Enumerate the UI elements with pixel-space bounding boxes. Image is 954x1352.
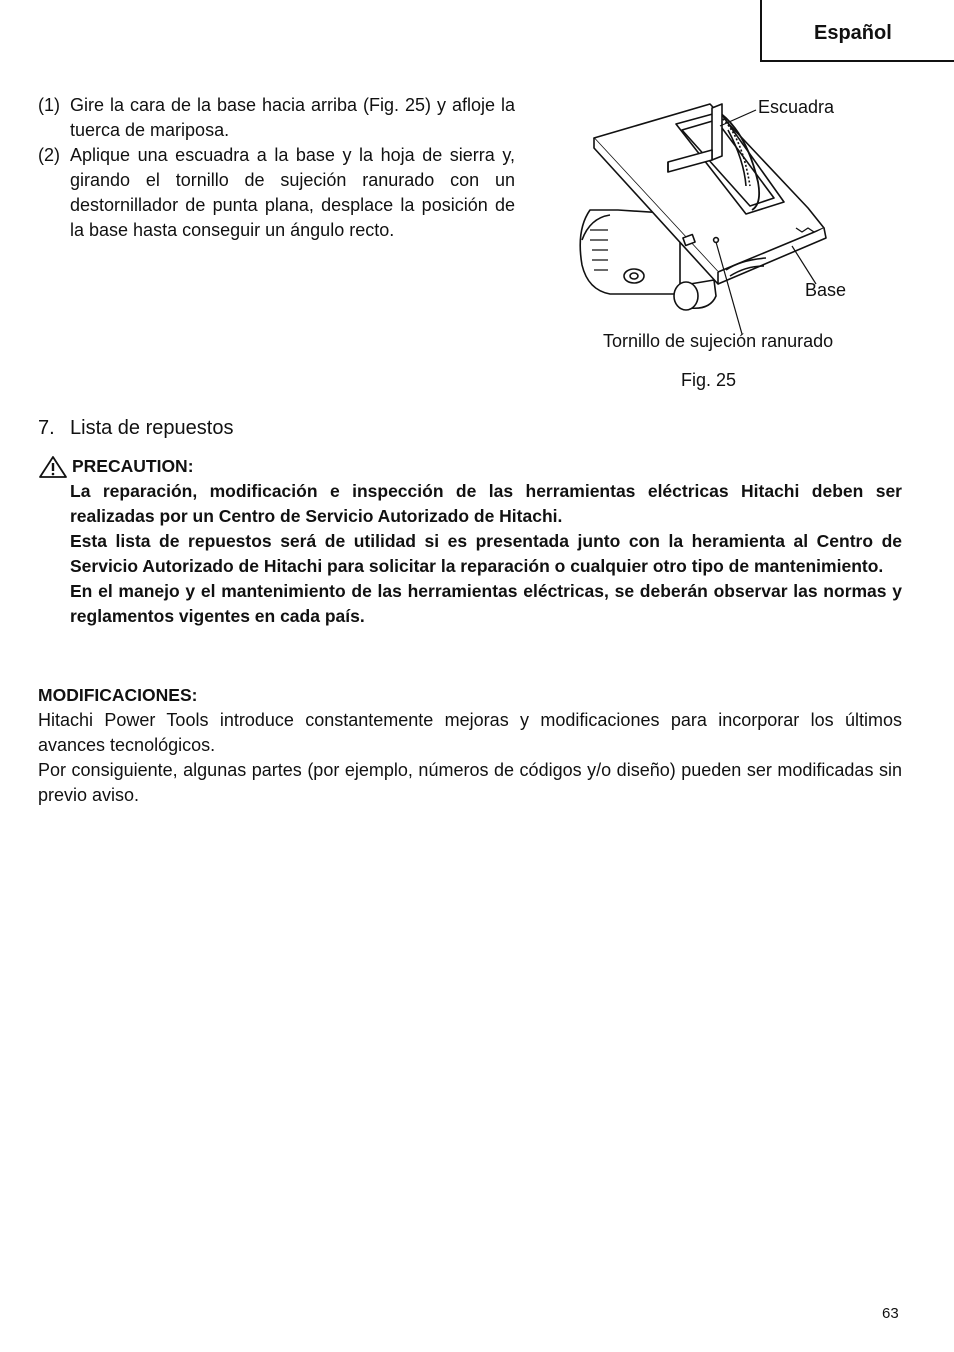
step-text: Aplique una escuadra a la base y la hoja de sierra y, girando el tornillo de sujeción ranurado con un destornillador de punta plana, desplace la posición de la base hasta conseguir un ángulo recto. <box>70 145 515 240</box>
figure-caption: Fig. 25 <box>681 370 737 390</box>
precaution-heading <box>38 454 902 479</box>
step-number: (2) <box>38 145 60 165</box>
section-number: 7. <box>38 417 55 439</box>
precaution-block <box>38 454 902 629</box>
adjustment-steps <box>38 93 515 243</box>
precaution-paragraph: Esta lista de repuestos será de utilidad si es presentada junto con la heramienta al Centro de Servicio Autorizado de Hitachi para solicitar la reparación o cualquier otro tipo de mantenimiento. <box>70 531 902 576</box>
precaution-paragraph: La reparación, modificación e inspección de las herramientas eléctricas Hitachi deben ser realizadas por un Centro de Servicio Autorizado de Hitachi. <box>70 481 902 526</box>
label-base: Base <box>805 280 847 300</box>
warning-icon <box>38 455 68 479</box>
modifications-paragraph: Por consiguiente, algunas partes (por ejemplo, números de códigos y/o diseño) pueden ser modificadas sin previo aviso. <box>38 760 902 805</box>
step-text: Gire la cara de la base hacia arriba (Fig. 25) y afloje la tuerca de mariposa. <box>70 95 515 140</box>
label-escuadra: Escuadra <box>758 97 835 117</box>
language-label: Español <box>814 22 892 44</box>
modifications-heading: MODIFICACIONES: <box>38 685 198 705</box>
page-number: 63 <box>882 1305 899 1322</box>
precaution-title: PRECAUTION <box>72 456 188 476</box>
label-tornillo: Tornillo de sujeción ranurado <box>603 331 834 351</box>
language-tab <box>760 0 954 62</box>
section-heading <box>38 417 233 440</box>
precaution-colon: : <box>187 456 194 476</box>
figure-25 <box>570 90 910 390</box>
modifications-block <box>38 683 902 808</box>
precaution-paragraph: En el manejo y el mantenimiento de las herramientas eléctricas, se deberán observar las normas y reglamentos vigentes en cada país. <box>70 581 902 626</box>
modifications-paragraph: Hitachi Power Tools introduce constantemente mejoras y modificaciones para incorporar los últimos avances tecnológicos. <box>38 710 902 755</box>
section-title: Lista de repuestos <box>70 417 234 439</box>
step-item <box>38 143 515 243</box>
precaution-body <box>38 479 902 629</box>
step-item <box>38 93 515 143</box>
step-number: (1) <box>38 95 60 115</box>
